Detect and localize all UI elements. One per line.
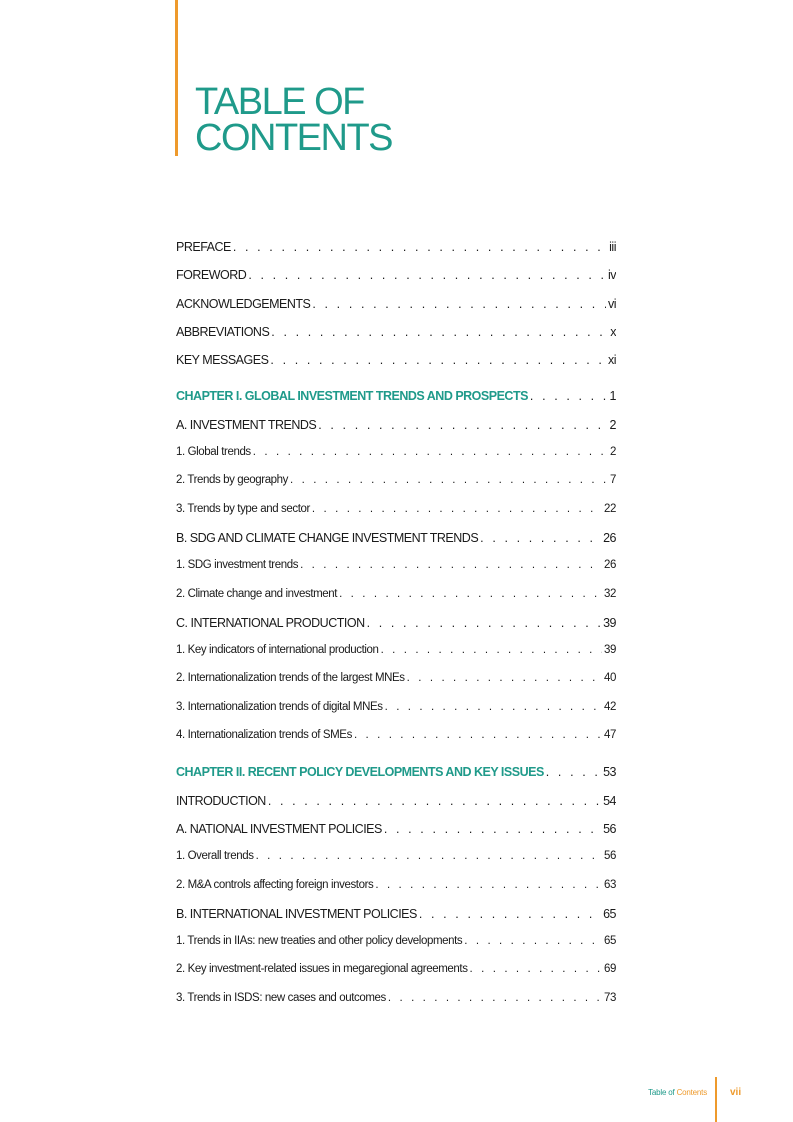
toc-entry[interactable] (176, 907, 616, 935)
toc-page-number: 54 (603, 793, 616, 808)
toc-entry[interactable] (176, 729, 616, 757)
toc-page-number: 26 (603, 530, 616, 545)
toc-entry[interactable] (176, 446, 616, 474)
toc-entry-label: C. INTERNATIONAL PRODUCTION (176, 615, 365, 630)
toc-entry-label: CHAPTER I. GLOBAL INVESTMENT TRENDS AND PROSPECTS (176, 389, 528, 404)
toc-page-number: x (610, 324, 616, 339)
toc-entry[interactable] (176, 559, 616, 587)
toc-dot-leader (290, 474, 608, 486)
toc-dot-leader (464, 935, 602, 947)
toc-entry-label: 1. Key indicators of international production (176, 644, 379, 657)
footer-page-number: vii (730, 1087, 742, 1098)
toc-dot-leader (530, 389, 608, 403)
toc-page-number: 40 (604, 672, 616, 685)
toc-page-number: xi (607, 353, 616, 368)
toc-dot-leader (312, 297, 606, 311)
toc-dot-leader (318, 418, 607, 432)
toc-entry-label: 4. Internationalization trends of SMEs (176, 729, 352, 742)
toc-entry-label: 2. Internationalization trends of the largest MNEs (176, 672, 405, 685)
toc-dot-leader (354, 729, 602, 741)
toc-entry-label: 2. Trends by geography (176, 474, 289, 487)
toc-dot-leader (256, 850, 602, 862)
toc-page-number: 63 (604, 878, 616, 891)
toc-dot-leader (375, 879, 602, 891)
toc-dot-leader (268, 794, 601, 808)
toc-entry[interactable] (176, 503, 616, 531)
table-of-contents (176, 240, 616, 1020)
toc-dot-leader (385, 701, 602, 713)
toc-entry[interactable] (176, 794, 616, 822)
toc-entry[interactable] (176, 963, 616, 991)
toc-page-number: 69 (604, 963, 616, 976)
toc-page-number: 73 (604, 991, 616, 1004)
page-title-line-1: TABLE OF (195, 81, 364, 123)
toc-entry-label: B. SDG AND CLIMATE CHANGE INVESTMENT TRENDS (176, 530, 479, 545)
toc-entry-label: KEY MESSAGES (176, 353, 269, 368)
page-title-line-2: CONTENTS (195, 117, 392, 159)
toc-entry-label: 2. Key investment-related issues in megaregional agreements (176, 963, 468, 976)
toc-page-number: 39 (604, 644, 616, 657)
toc-entry[interactable] (176, 672, 616, 700)
toc-page-number: 47 (604, 729, 616, 742)
toc-entry[interactable] (176, 992, 616, 1020)
toc-entry[interactable] (176, 418, 616, 446)
toc-entry-label: 1. Overall trends (176, 850, 254, 863)
toc-entry[interactable] (176, 531, 616, 559)
toc-entry-label: 2. Climate change and investment (176, 587, 338, 600)
toc-dot-leader (381, 644, 602, 656)
toc-page-number: 2 (610, 446, 616, 459)
toc-entry[interactable] (176, 935, 616, 963)
toc-entry[interactable] (176, 240, 616, 268)
toc-page-number: 65 (603, 906, 616, 921)
toc-dot-leader (248, 268, 606, 282)
toc-dot-leader (270, 353, 606, 367)
toc-page-number: 39 (603, 615, 616, 630)
toc-page-number: 56 (604, 850, 616, 863)
toc-dot-leader (384, 822, 601, 836)
toc-entry-label: 1. Trends in IIAs: new treaties and other policy developments (176, 935, 463, 948)
page-title (195, 81, 392, 159)
toc-entry[interactable] (176, 616, 616, 644)
toc-entry-label: A. NATIONAL INVESTMENT POLICIES (176, 821, 382, 836)
toc-dot-leader (300, 559, 602, 571)
toc-entry-label: CHAPTER II. RECENT POLICY DEVELOPMENTS AND KEY ISSUES (176, 765, 544, 780)
toc-entry[interactable] (176, 474, 616, 502)
toc-chapter-entry[interactable] (176, 765, 616, 793)
toc-entry-label: FOREWORD (176, 268, 247, 283)
toc-dot-leader (367, 616, 602, 630)
toc-chapter-entry[interactable] (176, 389, 616, 417)
toc-entry-label: 3. Internationalization trends of digital MNEs (176, 700, 383, 713)
toc-entry-label: 3. Trends by type and sector (176, 502, 310, 515)
toc-entry[interactable] (176, 822, 616, 850)
toc-entry-label: 2. M&A controls affecting foreign investors (176, 878, 374, 891)
toc-page-number: 32 (604, 587, 616, 600)
toc-entry-label: 3. Trends in ISDS: new cases and outcomes (176, 991, 386, 1004)
toc-dot-leader (388, 992, 602, 1004)
toc-dot-leader (271, 325, 608, 339)
toc-page-number: 53 (603, 765, 616, 780)
toc-entry[interactable] (176, 701, 616, 729)
toc-dot-leader (480, 531, 601, 545)
toc-entry-label: A. INVESTMENT TRENDS (176, 417, 317, 432)
toc-dot-leader (339, 588, 602, 600)
toc-entry-label: ACKNOWLEDGEMENTS (176, 296, 311, 311)
footer-section-word-1: Table of (648, 1088, 675, 1097)
toc-entry-label: B. INTERNATIONAL INVESTMENT POLICIES (176, 906, 417, 921)
toc-entry[interactable] (176, 297, 616, 325)
footer-divider (715, 1077, 717, 1122)
footer-section-word-2: Contents (676, 1088, 707, 1097)
toc-entry[interactable] (176, 268, 616, 296)
top-accent-rule (175, 0, 178, 156)
toc-entry-label: 1. SDG investment trends (176, 559, 299, 572)
toc-page-number: 7 (610, 474, 616, 487)
footer-section-label (648, 1088, 707, 1097)
toc-entry[interactable] (176, 325, 616, 353)
toc-page-number: 26 (604, 559, 616, 572)
toc-page-number: iii (609, 240, 616, 254)
toc-entry[interactable] (176, 644, 616, 672)
toc-page-number: vi (607, 296, 616, 311)
toc-dot-leader (253, 446, 608, 458)
toc-entry[interactable] (176, 353, 616, 381)
toc-dot-leader (407, 672, 602, 684)
toc-dot-leader (419, 907, 601, 921)
toc-entry-label: PREFACE (176, 240, 231, 254)
toc-page-number: 2 (609, 417, 616, 432)
toc-page-number: 1 (609, 389, 616, 404)
toc-entry-label: INTRODUCTION (176, 793, 266, 808)
toc-entry-label: 1. Global trends (176, 446, 251, 459)
toc-page-number: 56 (603, 821, 616, 836)
toc-page-number: 65 (604, 935, 616, 948)
toc-entry-label: ABBREVIATIONS (176, 324, 270, 339)
toc-page-number: 42 (604, 700, 616, 713)
toc-dot-leader (233, 240, 607, 254)
toc-page-number: 22 (604, 502, 616, 515)
toc-entry[interactable] (176, 850, 616, 878)
toc-page-number: iv (607, 268, 616, 283)
toc-entry[interactable] (176, 588, 616, 616)
toc-dot-leader (312, 503, 602, 515)
toc-dot-leader (470, 963, 602, 975)
toc-entry[interactable] (176, 879, 616, 907)
toc-dot-leader (546, 765, 601, 779)
